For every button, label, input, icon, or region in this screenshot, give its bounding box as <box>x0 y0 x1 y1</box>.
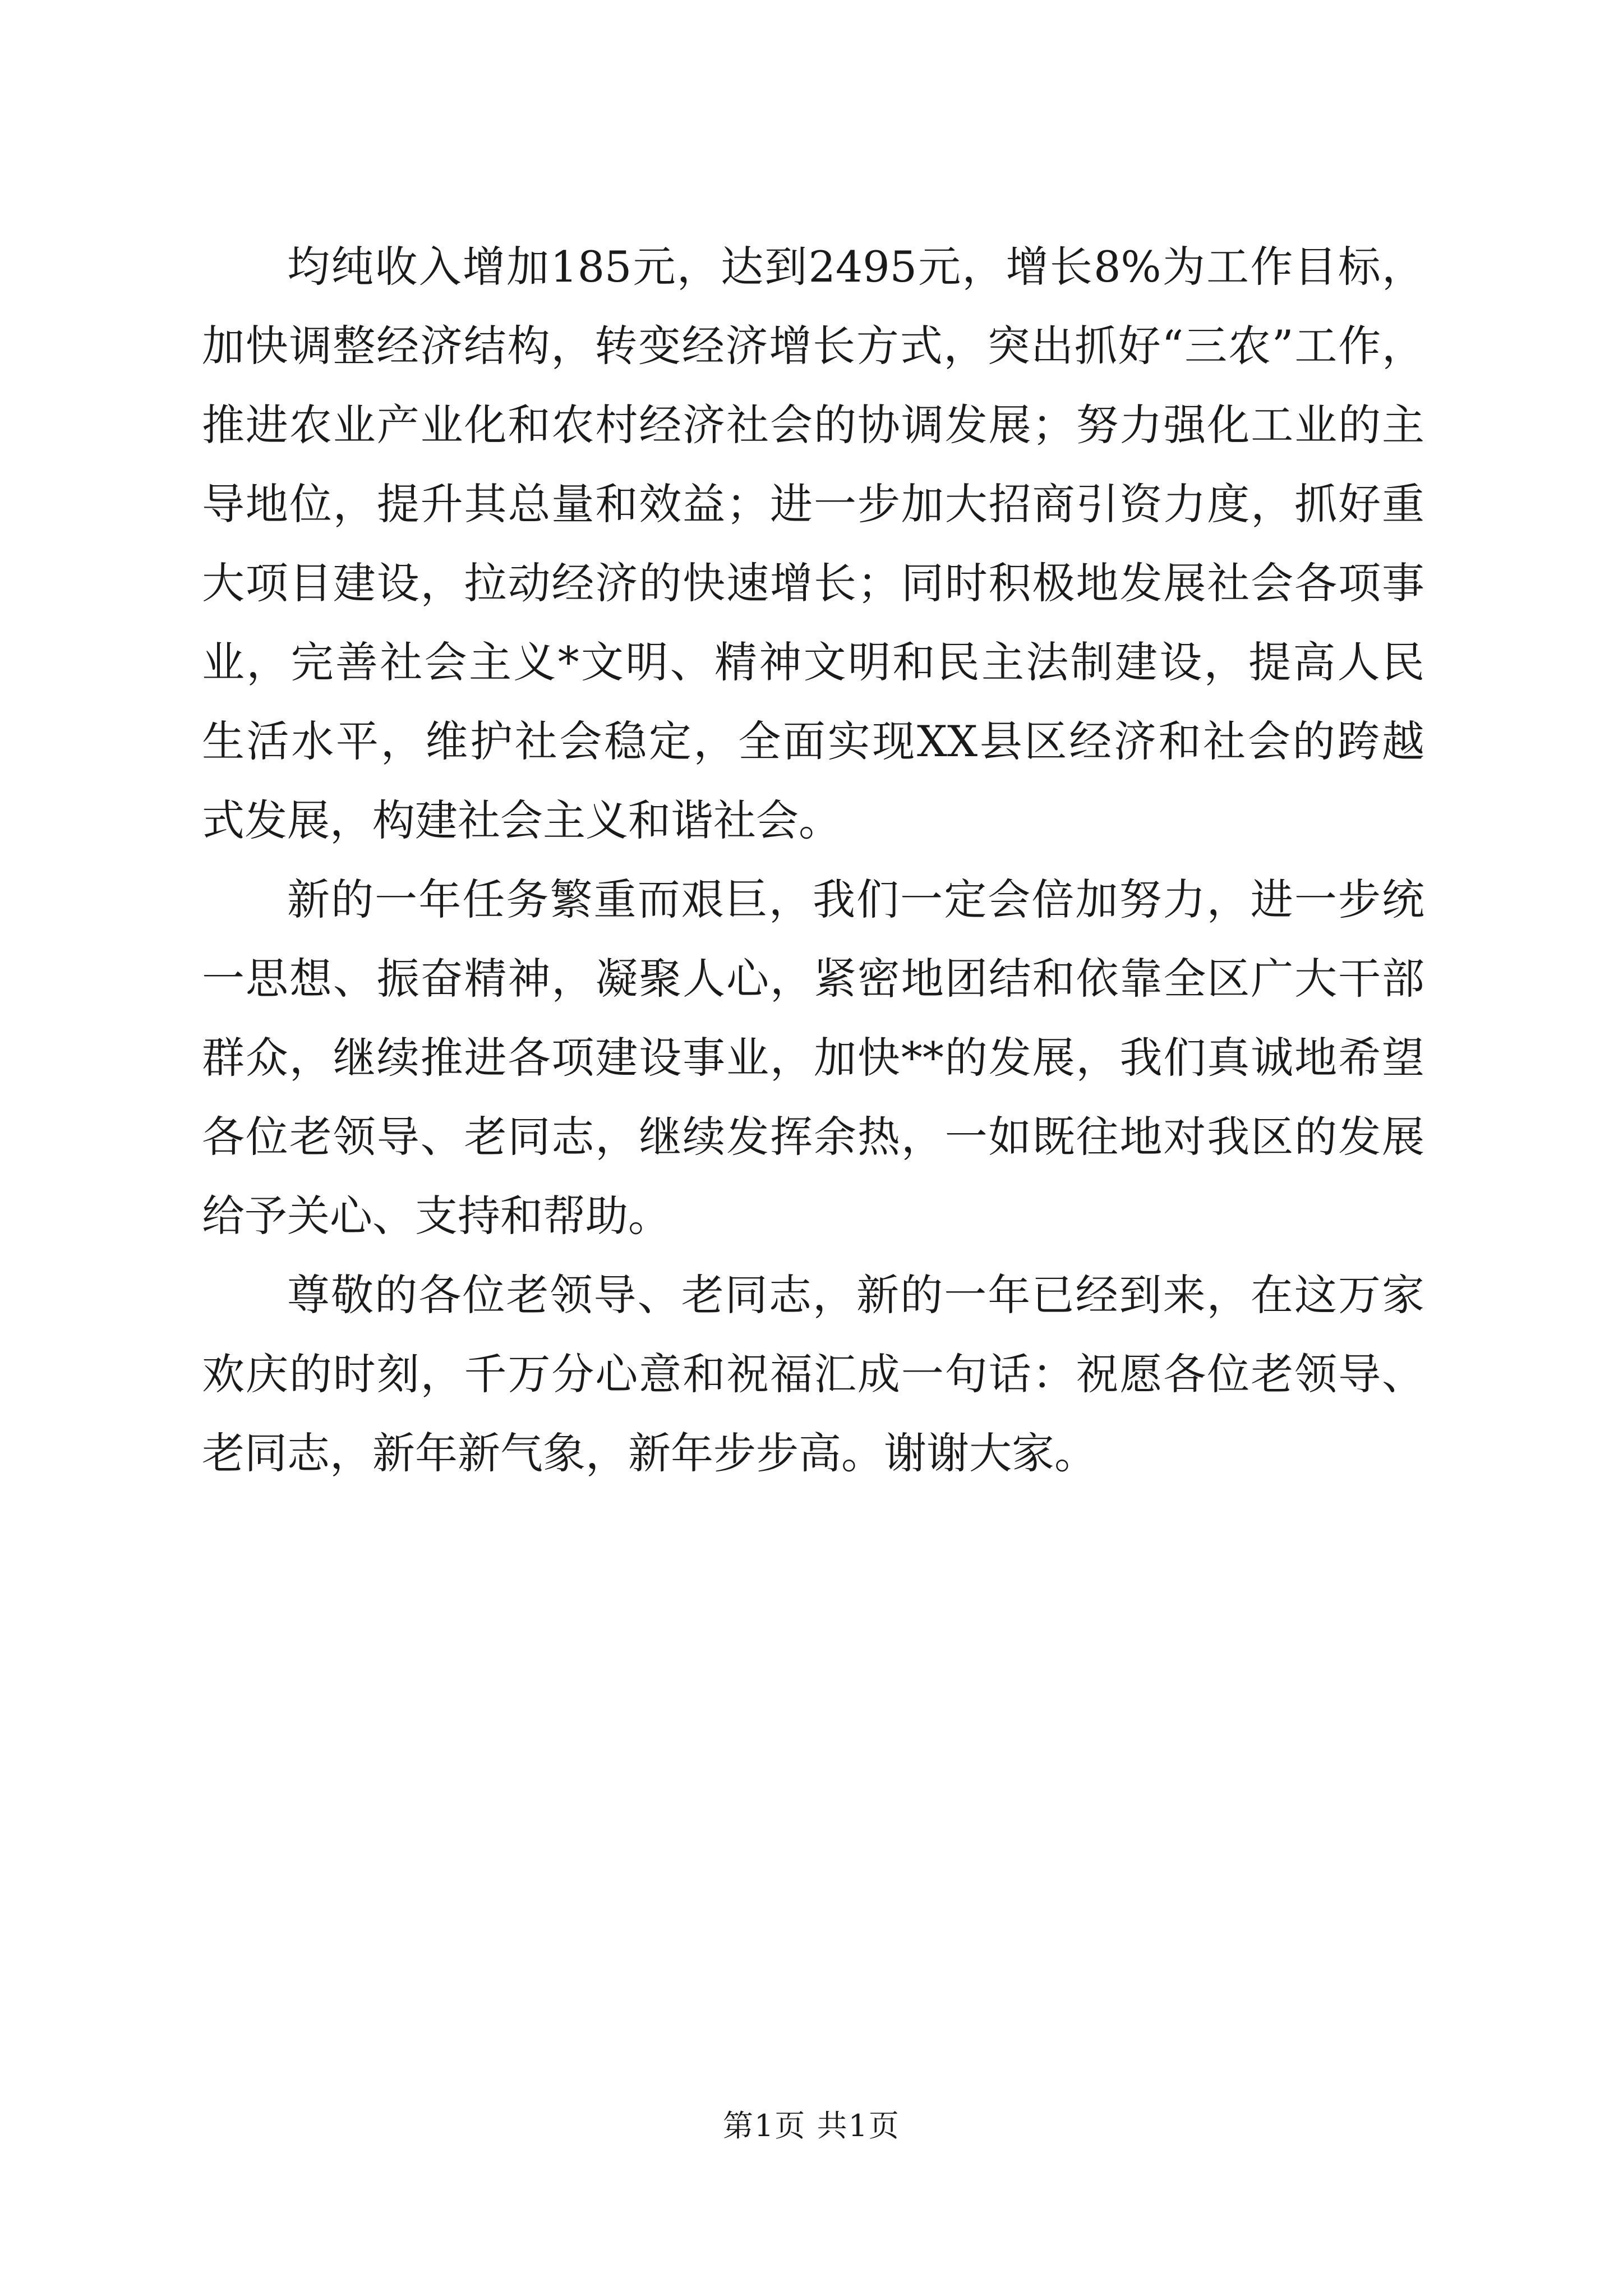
text-line: 群众，继续推进各项建设事业，加快**的发展，我们真诚地希望 <box>202 1033 1424 1083</box>
text-line: 推进农业产业化和农村经济社会的协调发展；努力强化工业的主 <box>202 400 1424 450</box>
text-line: 尊敬的各位老领导、老同志，新的一年已经到来，在这万家 <box>287 1270 1424 1320</box>
text-line: 一思想、振奋精神，凝聚人心，紧密地团结和依靠全区广大干部 <box>202 954 1424 1004</box>
text-line: 给予关心、支持和帮助。 <box>202 1191 671 1241</box>
text-line: 新的一年任务繁重而艰巨，我们一定会倍加努力，进一步统 <box>287 875 1424 924</box>
page-number-footer: 第1页 共1页 <box>723 2108 900 2143</box>
text-line: 生活水平，维护社会稳定，全面实现XX县区经济和社会的跨越 <box>202 716 1424 766</box>
text-line: 欢庆的时刻，千万分心意和祝福汇成一句话：祝愿各位老领导、 <box>202 1349 1424 1399</box>
paragraph-3 <box>202 1255 1424 1493</box>
text-line: 大项目建设，拉动经济的快速增长；同时积极地发展社会各项事 <box>202 558 1424 608</box>
text-line: 均纯收入增加185元，达到2495元，增长8%为工作目标， <box>287 242 1424 292</box>
text-line: 式发展，构建社会主义和谐社会。 <box>202 795 841 845</box>
text-line: 业，完善社会主义*文明、精神文明和民主法制建设，提高人民 <box>202 637 1424 687</box>
text-line: 加快调整经济结构，转变经济增长方式，突出抓好“三农”工作， <box>202 321 1424 371</box>
text-line: 各位老领导、老同志，继续发挥余热，一如既往地对我区的发展 <box>202 1112 1424 1162</box>
document-body <box>202 227 1424 1493</box>
text-line: 导地位，提升其总量和效益；进一步加大招商引资力度，抓好重 <box>202 479 1424 529</box>
paragraph-1 <box>202 227 1424 860</box>
paragraph-2 <box>202 860 1424 1255</box>
text-line: 老同志，新年新气象，新年步步高。谢谢大家。 <box>202 1428 1097 1478</box>
